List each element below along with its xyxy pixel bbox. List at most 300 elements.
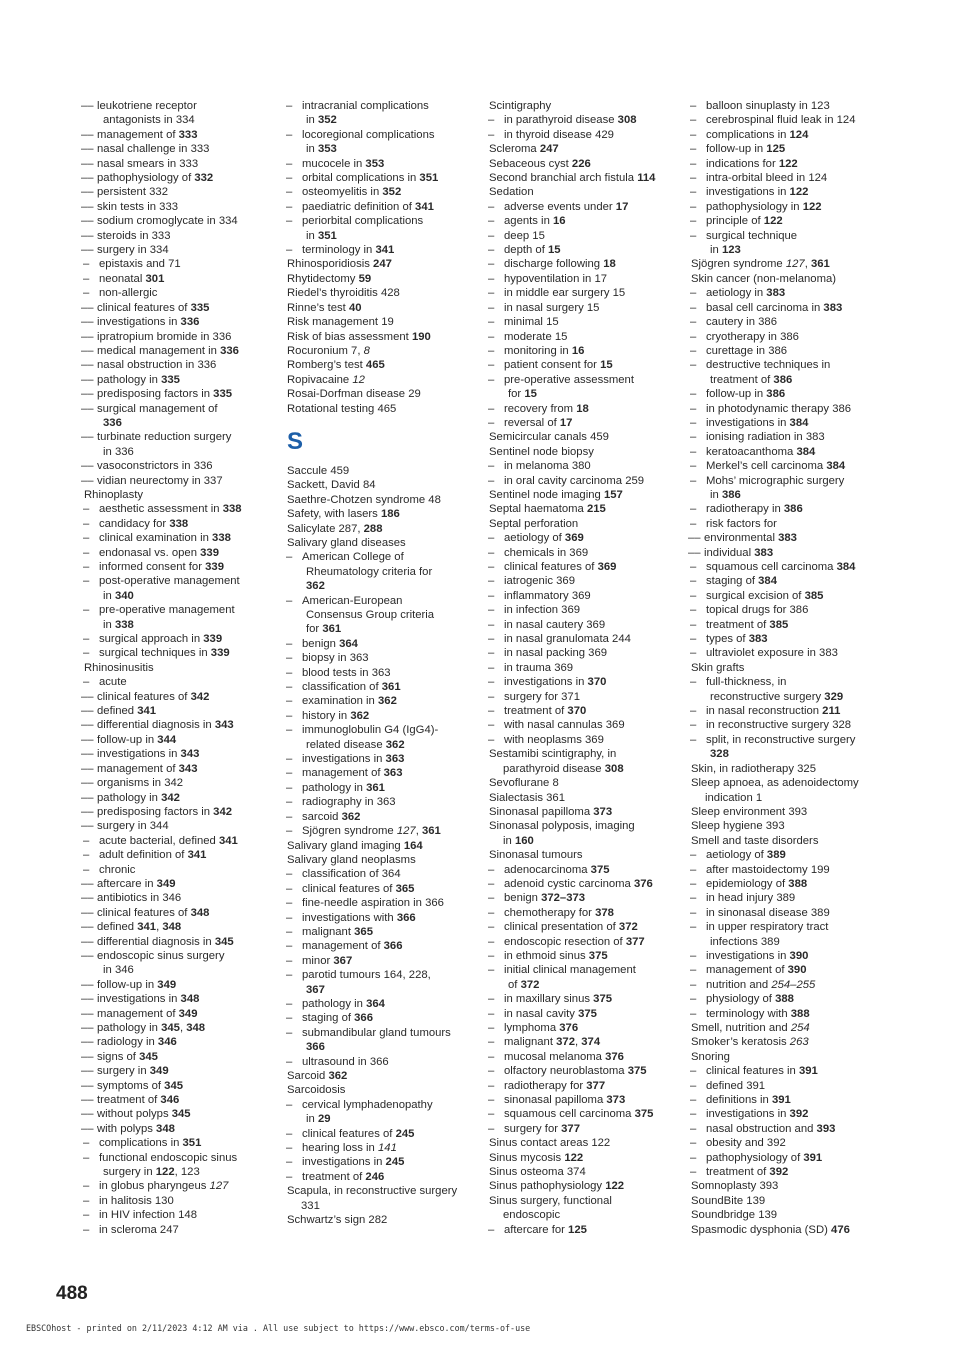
entry-term: Snoring — [691, 1050, 730, 1063]
index-entry — [287, 709, 483, 723]
page-ref: 17 — [615, 200, 629, 213]
entry-term: staging of — [302, 1012, 351, 1025]
dash-marker: – — [690, 849, 697, 862]
index-entry — [489, 243, 685, 257]
index-entry — [287, 954, 483, 968]
index-entry — [84, 1179, 280, 1193]
entry-term: orbital complications in — [302, 172, 417, 185]
entry-term: management of — [97, 762, 176, 775]
dash-marker: – — [83, 604, 90, 617]
page-ref: 348 — [162, 921, 182, 934]
page-ref: 371 — [561, 690, 580, 703]
dash-marker: – — [488, 128, 495, 141]
index-entry — [81, 373, 280, 387]
page-ref: 366 — [383, 940, 403, 953]
entry-term: vidian neurectomy in — [97, 474, 201, 487]
page-ref: 372–373 — [541, 892, 586, 905]
dash-marker: – — [286, 1156, 293, 1169]
dash-marker: –– — [81, 820, 94, 833]
page-ref: 48 — [428, 493, 441, 506]
entry-term: aetiology of — [504, 532, 562, 545]
entry-term: monitoring in — [504, 344, 569, 357]
entry-term: Sinus surgery, functional — [489, 1194, 612, 1207]
page-ref: 363 — [385, 753, 405, 766]
index-entry — [84, 675, 280, 689]
index-entry — [489, 906, 685, 920]
page-ref: 122 — [778, 157, 798, 170]
entry-term: Salicylate — [287, 522, 336, 535]
entry-term: Rhinosinusitis — [84, 661, 154, 674]
entry-term: management of — [302, 940, 381, 953]
dash-marker: –– — [81, 143, 94, 156]
page-ref: 383 — [748, 633, 768, 646]
index-entry — [691, 1021, 891, 1035]
index-entry — [287, 752, 483, 766]
entry-term: informed consent for — [99, 561, 202, 573]
entry-term: intra-orbital bleed in — [706, 172, 806, 185]
entry-term: classification of — [302, 868, 379, 881]
index-entry — [81, 1122, 280, 1136]
dash-marker: – — [690, 431, 697, 444]
dash-marker: – — [690, 921, 697, 934]
dash-marker: – — [690, 200, 697, 213]
entry-term: Sialectasis — [489, 791, 543, 804]
entry-term: classification of — [302, 681, 379, 694]
entry-term: Rhinoplasty — [84, 488, 144, 501]
entry-term: terminology with — [706, 1007, 788, 1020]
page-ref: 348 — [186, 1022, 206, 1034]
index-entry — [691, 1151, 891, 1165]
entry-term: investigations in — [97, 993, 178, 1006]
dash-marker: –– — [81, 1094, 94, 1107]
dash-marker: – — [286, 186, 293, 199]
page-ref: 375 — [627, 1065, 647, 1078]
index-entry — [489, 1064, 685, 1078]
index-entry — [691, 834, 891, 848]
dash-marker: –– — [81, 1007, 94, 1020]
page-ref: 375 — [588, 949, 608, 962]
page-ref: 386 — [783, 503, 803, 516]
entry-term: benign — [302, 637, 336, 650]
entry-term: agents in — [504, 215, 550, 228]
index-entry — [489, 488, 685, 502]
page-ref: 373 — [606, 1094, 626, 1107]
page-ref: 29 — [317, 1113, 331, 1126]
dash-marker: – — [488, 114, 495, 127]
index-entry — [287, 1213, 483, 1227]
page-ref: 352 — [317, 114, 337, 127]
index-entry — [287, 1184, 483, 1213]
dash-marker: – — [690, 186, 697, 199]
entry-term-cont: indication — [705, 791, 753, 804]
entry-term: Sarcoidosis — [287, 1084, 346, 1097]
index-entry: Rocuronium 7, 8 — [287, 344, 370, 357]
entry-term: radiotherapy for — [504, 1079, 584, 1092]
page-ref: 383 — [766, 287, 786, 300]
index-entry — [489, 344, 685, 358]
entry-term: submandibular gland tumours — [302, 1026, 451, 1039]
index-entry — [81, 402, 280, 431]
page-ref: 349 — [156, 877, 176, 890]
page-ref: 84 — [362, 479, 376, 492]
dash-marker: – — [488, 200, 495, 213]
page-ref: 344 — [149, 820, 169, 833]
dash-marker: – — [690, 575, 697, 588]
page-ref: 8 — [363, 344, 370, 357]
entry-term: investigations in — [97, 316, 178, 329]
entry-term: in head injury — [706, 892, 774, 905]
index-entry — [84, 1223, 280, 1237]
entry-term: olfactory neuroblastoma — [504, 1065, 625, 1078]
dash-marker: – — [286, 767, 293, 780]
page-ref: 386 — [721, 488, 741, 501]
index-entry: –– defined 341, 348 — [81, 921, 182, 934]
entry-term: Riedel’s thyroiditis — [287, 287, 378, 300]
index-entry — [84, 286, 280, 300]
entry-term: in nasal cautery — [504, 618, 584, 631]
dash-marker: – — [286, 200, 293, 213]
dash-marker: –– — [81, 791, 94, 804]
dash-marker: – — [286, 825, 293, 838]
dash-marker: – — [488, 1108, 495, 1121]
dash-marker: – — [488, 719, 495, 732]
index-entry — [287, 1083, 483, 1097]
dash-marker: – — [488, 546, 495, 559]
entry-term: staging of — [706, 575, 755, 588]
index-entry — [287, 1170, 483, 1184]
index-entry — [287, 853, 483, 867]
page-ref: 369 — [554, 661, 574, 674]
index-entry — [287, 185, 483, 199]
page-ref: 123 — [810, 100, 830, 112]
index-entry — [84, 661, 280, 675]
dash-marker: – — [286, 695, 293, 708]
page-ref: 341 — [137, 921, 157, 934]
index-entry — [287, 1055, 483, 1069]
index-entry — [81, 358, 280, 372]
index-entry — [84, 272, 280, 286]
page-ref: 384 — [789, 416, 809, 429]
index-entry — [81, 1107, 280, 1121]
dash-marker: – — [83, 863, 90, 876]
entry-term: follow-up in — [706, 143, 764, 156]
entry-term: clinical features of — [97, 301, 188, 314]
dash-marker: –– — [81, 373, 94, 386]
page-ref: 333 — [151, 229, 171, 242]
page-ref: 325 — [797, 762, 816, 775]
entry-term: Sinus mycosis — [489, 1151, 562, 1164]
page-ref: 365 — [354, 925, 373, 938]
entry-term: pre-operative management — [99, 604, 235, 617]
dash-marker: – — [488, 993, 495, 1006]
page-ref: 361 — [381, 681, 401, 694]
dash-marker: – — [286, 753, 293, 766]
page-ref: 342 — [190, 690, 210, 703]
dash-marker: – — [488, 1007, 495, 1020]
dash-marker: – — [83, 258, 90, 271]
index-entry — [489, 286, 685, 300]
index-entry: – functional endoscopic sinus surgery in 122, 123 — [83, 1151, 238, 1179]
entry-term-cont: in — [103, 964, 112, 977]
index-entry — [489, 272, 685, 286]
dash-marker: – — [488, 690, 495, 703]
index-entry — [81, 776, 280, 790]
entry-term: surgical excision of — [706, 589, 802, 602]
entry-term: Sentinel node imaging — [489, 488, 601, 501]
page-ref: 386 — [773, 373, 793, 386]
entry-term: clinical features of — [97, 906, 188, 919]
page-ref: 124 — [808, 172, 828, 185]
page-ref: 341 — [375, 244, 395, 257]
index-entry — [81, 243, 280, 257]
index-entry — [287, 507, 483, 521]
page-ref: 342 — [164, 777, 184, 790]
entry-term: Sebaceous cyst — [489, 157, 569, 170]
page-ref: 122 — [155, 1166, 175, 1179]
entry-term: surgery in — [97, 244, 147, 257]
page-ref: 122 — [605, 1180, 625, 1193]
index-entry — [81, 1093, 280, 1107]
entry-term: split, in reconstructive surgery — [706, 733, 856, 746]
page-ref: 351 — [182, 1137, 202, 1150]
index-entry — [81, 229, 280, 243]
entry-term: Smell and taste disorders — [691, 834, 819, 847]
dash-marker: – — [488, 877, 495, 890]
entry-term: nasal smears in — [97, 157, 177, 170]
entry-term: acute bacterial, defined — [99, 834, 216, 847]
index-entry — [287, 464, 483, 478]
entry-term: radiography in — [302, 796, 374, 809]
index-entry — [81, 891, 280, 905]
page-ref: 351 — [317, 229, 337, 242]
dash-marker: –– — [81, 949, 94, 962]
index-entry — [691, 229, 891, 258]
dash-marker: – — [286, 882, 293, 895]
index-entry — [287, 1098, 483, 1127]
entry-term: in sinonasal disease — [706, 906, 808, 919]
index-entry — [691, 1165, 891, 1179]
index-entry — [691, 661, 891, 675]
page-ref: 125 — [766, 143, 786, 156]
dash-marker: – — [83, 532, 90, 545]
index-entry — [691, 733, 891, 762]
index-entry — [691, 99, 891, 113]
page-ref: 476 — [831, 1223, 850, 1236]
index-entry — [287, 939, 483, 953]
dash-marker: –– — [81, 690, 94, 703]
index-entry — [489, 632, 685, 646]
page-ref: 384 — [758, 575, 777, 588]
entry-term: Sleep environment — [691, 805, 786, 818]
page-ref: 332 — [149, 186, 168, 199]
page-ref: 389 — [760, 935, 780, 948]
dash-marker: – — [690, 647, 697, 660]
entry-term: management of — [97, 128, 176, 141]
page-ref: 333 — [179, 157, 199, 170]
index-entry — [287, 594, 483, 637]
dash-marker: –– — [81, 316, 94, 329]
index-entry — [489, 113, 685, 127]
page-ref: 459 — [590, 431, 609, 444]
index-entry — [287, 200, 483, 214]
dash-marker: – — [83, 1151, 90, 1164]
index-entry — [489, 1021, 685, 1035]
entry-term: locoregional complications — [302, 128, 435, 141]
page-ref: 393 — [788, 805, 808, 818]
entry-term: after mastoidectomy — [706, 863, 808, 876]
page-ref: 336 — [114, 445, 134, 458]
entry-term: surgical management of — [97, 402, 218, 415]
page-ref: 282 — [368, 1214, 388, 1227]
page-ref: 465 — [365, 359, 385, 372]
page-ref: 386 — [780, 330, 799, 343]
entry-term: clinical features in — [706, 1065, 796, 1078]
dash-marker: – — [83, 647, 90, 660]
entry-term: follow-up in — [97, 733, 155, 746]
index-entry — [489, 142, 685, 156]
page-ref: 377 — [561, 1122, 580, 1135]
page-ref: 16 — [553, 215, 566, 228]
page-ref: 336 — [212, 330, 232, 343]
entry-term: Sarcoid — [287, 1070, 326, 1082]
page-ref: 18 — [603, 258, 616, 271]
page-ref: 372 — [520, 978, 540, 991]
index-entry — [81, 747, 280, 761]
index-entry — [691, 474, 891, 503]
index-entry — [489, 992, 685, 1006]
index-entry — [287, 637, 483, 651]
index-entry — [691, 1064, 891, 1078]
entry-term: environmental — [704, 532, 775, 545]
entry-term: symptoms of — [97, 1079, 162, 1092]
index-entry — [81, 978, 280, 992]
entry-term: Sestamibi scintigraphy, in — [489, 748, 617, 761]
entry-term: endoscopic sinus surgery — [97, 949, 225, 962]
page-ref: 336 — [220, 344, 239, 357]
index-entry — [287, 882, 483, 896]
entry-term: Sjögren syndrome — [302, 825, 394, 838]
index-entry — [489, 791, 685, 805]
dash-marker: – — [83, 1180, 90, 1193]
index-entry — [84, 488, 280, 502]
entry-term-cont: reconstructive surgery — [710, 690, 822, 703]
dash-marker: –– — [81, 748, 94, 761]
dash-marker: – — [83, 676, 90, 689]
dash-marker: – — [488, 330, 495, 343]
page-ref: 346 — [114, 964, 134, 977]
page-ref: 247 — [539, 143, 559, 156]
entry-term: deep — [504, 229, 530, 242]
index-entry — [81, 387, 280, 401]
entry-term: pre-operative assessment — [504, 373, 634, 386]
page-ref: 393 — [816, 1122, 836, 1135]
entry-term: in photodynamic therapy — [706, 402, 830, 415]
page-ref: 353 — [365, 157, 385, 170]
entry-term: Scleroma — [489, 143, 537, 156]
page-ref: 392 — [766, 1137, 786, 1150]
entry-term: with nasal cannulas — [504, 719, 603, 732]
dash-marker: – — [690, 416, 697, 429]
dash-marker: – — [286, 997, 293, 1010]
entry-term: ionising radiation in — [706, 431, 803, 444]
dash-marker: – — [286, 652, 293, 665]
page-ref: 361 — [322, 623, 342, 636]
page-ref: 389 — [766, 849, 786, 862]
page-ref: 388 — [788, 877, 808, 890]
entry-term: Septal haematoma — [489, 503, 584, 516]
entry-term: investigations in — [706, 949, 787, 962]
index-entry — [287, 99, 483, 128]
index-entry — [84, 646, 280, 660]
entry-term: in nasal surgery — [504, 301, 584, 314]
entry-term: in melanoma — [504, 460, 569, 473]
entry-term: Scapula, in reconstructive surgery — [287, 1185, 458, 1198]
index-entry — [691, 330, 891, 344]
entry-term: Sleep hygiene — [691, 820, 763, 833]
index-entry — [84, 574, 280, 603]
page-ref: 384 — [836, 561, 856, 573]
dash-marker: – — [286, 810, 293, 823]
dash-marker: – — [488, 244, 495, 257]
page-ref: 245 — [385, 1156, 405, 1169]
dash-marker: – — [690, 100, 697, 112]
page-number: 488 — [56, 1283, 88, 1304]
index-entry — [691, 171, 891, 185]
page-ref: 390 — [789, 949, 809, 962]
dash-marker: – — [286, 666, 293, 679]
index-entry — [81, 157, 280, 171]
page-ref: 244 — [612, 633, 631, 646]
page-ref: 369 — [597, 561, 617, 573]
page-ref: 343 — [178, 762, 198, 775]
entry-term: investigations in — [504, 676, 585, 689]
page-ref: 386 — [766, 388, 786, 401]
index-entry — [287, 839, 483, 853]
index-entry — [489, 502, 685, 516]
dash-marker: –– — [81, 301, 94, 314]
page-ref: 7 — [351, 344, 358, 357]
index-entry — [81, 935, 280, 949]
index-entry — [691, 402, 891, 416]
entry-term: treatment of — [706, 618, 767, 631]
index-entry — [489, 819, 685, 848]
index-entry — [81, 171, 280, 185]
dash-marker: –– — [81, 892, 94, 905]
entry-term: sinonasal papilloma — [504, 1094, 604, 1107]
index-entry: – parotid tumours 164, 228, 367 — [286, 969, 431, 996]
entry-term: Schwartz’s sign — [287, 1214, 366, 1227]
index-entry — [81, 906, 280, 920]
dash-marker: –– — [81, 431, 94, 444]
dash-marker: – — [286, 1098, 293, 1111]
index-entry — [691, 632, 891, 646]
entry-term: keratoacanthoma — [706, 445, 794, 458]
entry-term: in upper respiratory tract — [706, 921, 829, 934]
page-ref: 362 — [385, 738, 405, 751]
entry-term: skin tests in — [97, 200, 157, 213]
index-entry — [489, 1007, 685, 1021]
entry-term: principle of — [706, 215, 761, 228]
dash-marker: – — [690, 1137, 697, 1150]
dash-marker: – — [690, 964, 697, 977]
index-entry — [489, 373, 685, 402]
index-entry — [84, 517, 280, 531]
index-entry — [691, 906, 891, 920]
entry-term: Skin cancer (non-melanoma) — [691, 272, 837, 285]
entry-term: depth of — [504, 244, 545, 257]
dash-marker: – — [690, 618, 697, 631]
page-ref: 15 — [546, 316, 559, 329]
